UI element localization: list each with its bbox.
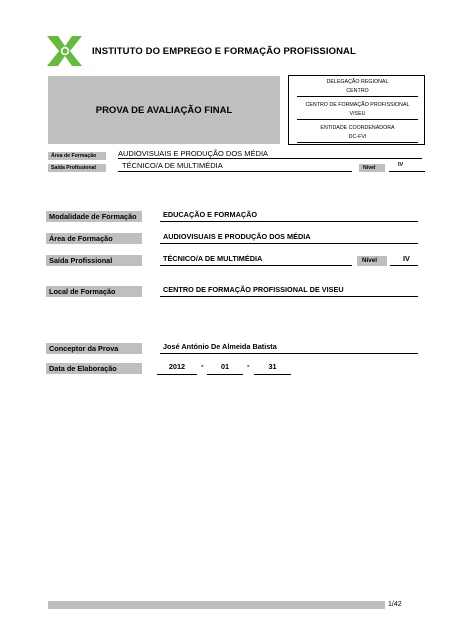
conceptor-label: Conceptor da Prova xyxy=(46,343,142,354)
date-day: 31 xyxy=(254,361,291,375)
date-separator: - xyxy=(201,361,204,370)
details-area-value: AUDIOVISUAIS E PRODUÇÃO DOS MÉDIA xyxy=(160,231,418,244)
details-nivel-label: Nível xyxy=(357,256,387,266)
modalidade-label: Modalidade de Formação xyxy=(46,211,142,222)
conceptor-value: José António De Almeida Batista xyxy=(160,341,418,354)
details-saida-label: Saída Profissional xyxy=(46,255,142,266)
iefp-logo-icon xyxy=(44,32,84,70)
summary-nivel-value: IV xyxy=(389,161,425,172)
details-area-label: Área de Formação xyxy=(46,233,142,244)
local-value: CENTRO DE FORMAÇÃO PROFISSIONAL DE VISEU xyxy=(160,284,418,297)
details-saida-value: TÉCNICO/A DE MULTIMÉDIA xyxy=(160,253,352,266)
entidade-label: ENTIDADE COORDENADORA xyxy=(320,125,395,131)
summary-nivel-label: Nível xyxy=(359,164,385,172)
date-separator: - xyxy=(247,361,250,370)
summary-saida-label: Saída Profissional xyxy=(48,164,106,172)
local-label: Local de Formação xyxy=(46,286,142,297)
summary-area-value: AUDIOVISUAIS E PRODUÇÃO DOS MÉDIA xyxy=(118,149,422,159)
delegacao-label: DELEGAÇÃO REGIONAL xyxy=(326,79,389,85)
summary-saida-value: TÉCNICO/A DE MULTIMÉDIA xyxy=(118,161,352,172)
details-nivel-value: IV xyxy=(390,253,418,266)
delegacao-value: CENTRO xyxy=(297,87,418,97)
centro-label: CENTRO DE FORMAÇÃO PROFISSIONAL xyxy=(305,102,410,108)
document-title-box xyxy=(48,76,280,144)
centro-value: VISEU xyxy=(297,110,418,120)
delegation-info-box xyxy=(288,75,425,145)
entidade-block xyxy=(297,124,418,143)
document-title: PROVA DE AVALIAÇÃO FINAL xyxy=(95,104,233,116)
modalidade-value: EDUCAÇÃO E FORMAÇÃO xyxy=(160,209,418,222)
date-month: 01 xyxy=(207,361,243,375)
footer-bar xyxy=(48,601,385,609)
page-number: 1/42 xyxy=(388,601,402,608)
data-elaboracao-label: Data de Elaboração xyxy=(46,363,142,374)
delegacao-block xyxy=(297,78,418,97)
institute-title: INSTITUTO DO EMPREGO E FORMAÇÃO PROFISSIONAL xyxy=(92,46,356,57)
entidade-value: DC-FVI xyxy=(297,133,418,143)
date-year: 2012 xyxy=(157,361,197,375)
summary-area-label: Área de Formação xyxy=(48,152,106,160)
centro-block xyxy=(297,101,418,120)
